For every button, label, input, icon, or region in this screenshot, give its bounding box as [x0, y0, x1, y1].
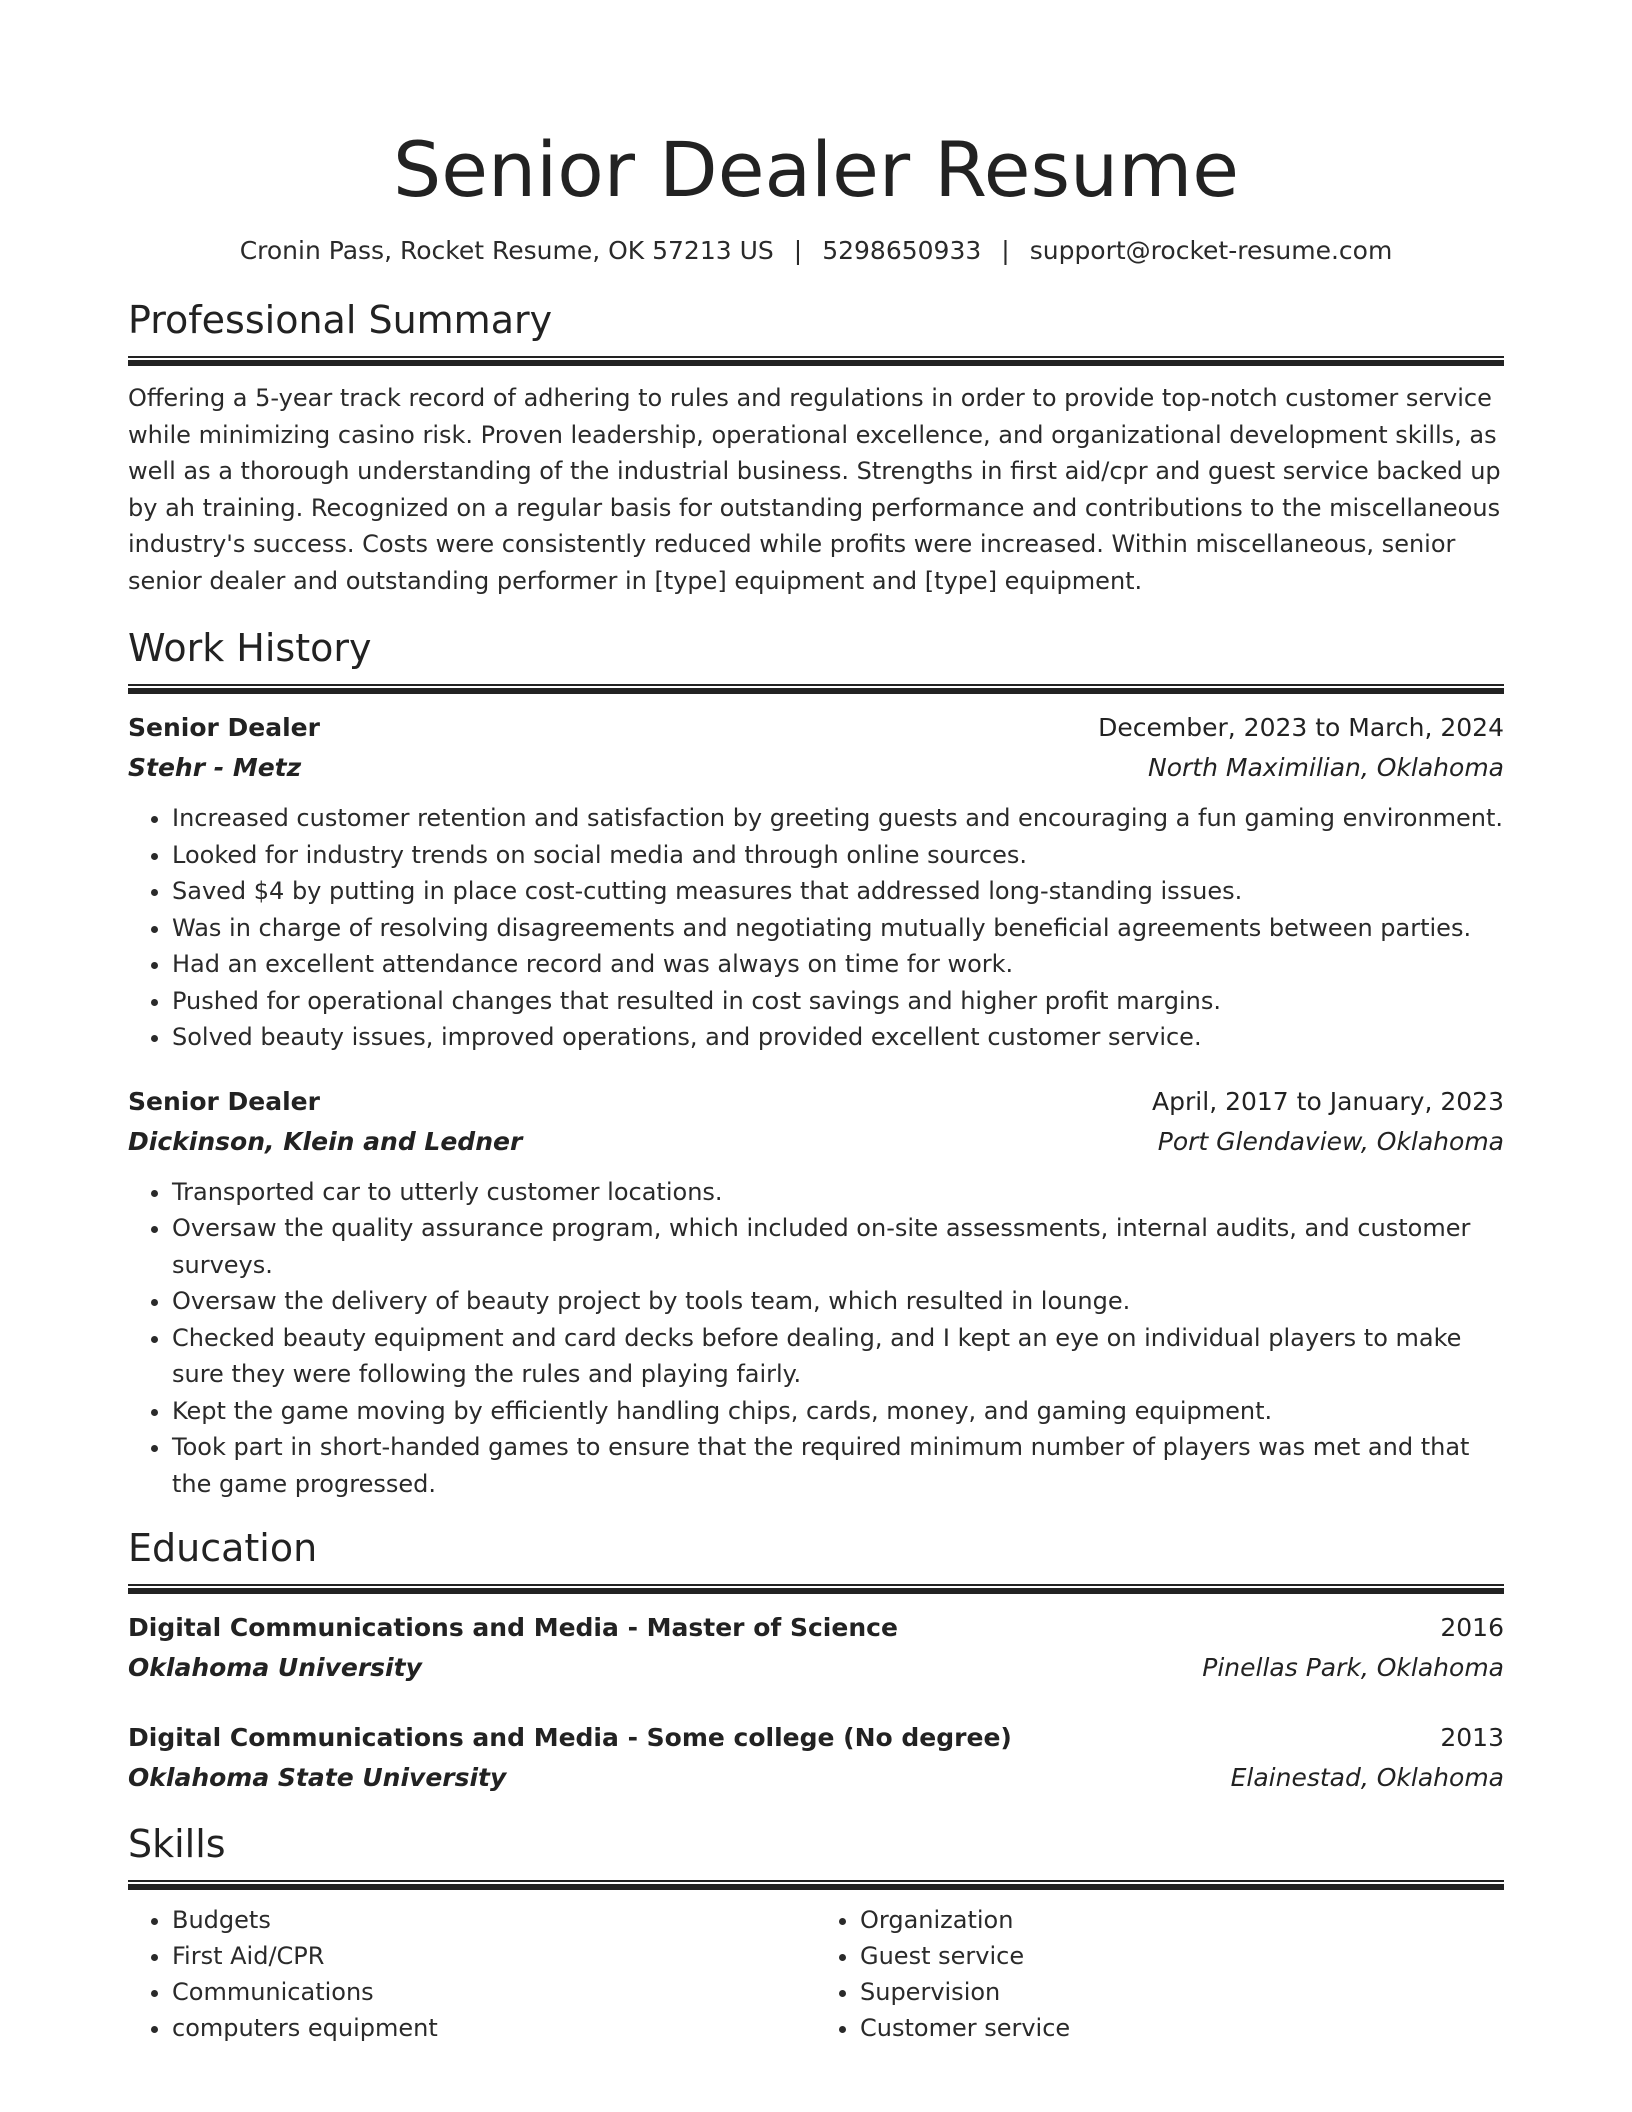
list-item: • Solved beauty issues, improved operations, and provided excellent customer service.: [172, 1019, 1504, 1056]
list-item: • Oversaw the delivery of beauty project by tools team, which resulted in lounge.: [172, 1283, 1504, 1320]
job-company-row: [128, 748, 1504, 788]
job-bullets: [128, 1174, 1504, 1503]
section-title-skills: Skills: [128, 1822, 226, 1866]
job-company: Stehr - Metz: [128, 753, 302, 782]
contact-address: Cronin Pass, Rocket Resume, OK 57213 US: [239, 236, 774, 265]
list-item: • Budgets: [172, 1902, 816, 1938]
education-year: 2013: [1440, 1723, 1504, 1752]
list-item: • First Aid/CPR: [172, 1938, 816, 1974]
education-school: Oklahoma University: [128, 1653, 422, 1682]
job-bullets: [128, 800, 1504, 1056]
education-header-row: [128, 1608, 1504, 1648]
contact-line: [128, 234, 1504, 268]
list-item: • Had an excellent attendance record and was always on time for work.: [172, 946, 1504, 983]
list-item: • computers equipment: [172, 2010, 816, 2046]
education-school-row: [128, 1648, 1504, 1688]
section-divider: [128, 684, 1504, 694]
education-section: [128, 1524, 1504, 1798]
list-item: • Organization: [860, 1902, 1504, 1938]
job-company: Dickinson, Klein and Ledner: [128, 1126, 523, 1156]
education-entry: [128, 1608, 1504, 1688]
list-item: • Checked beauty equipment and card decks before dealing, and I kept an eye on individual players to make sure they were following the rules and playing fairly.: [172, 1320, 1504, 1393]
job-position: Senior Dealer: [128, 713, 320, 742]
education-degree: Digital Communications and Media - Some college (No degree): [128, 1723, 1012, 1752]
list-item: • Kept the game moving by efficiently handling chips, cards, money, and gaming equipment.: [172, 1393, 1504, 1430]
summary-text: Offering a 5-year track record of adhering to rules and regulations in order to provide top-notch customer service while minimizing casino risk. Proven leadership, operational excellence, and organizational development skills, as well as a thorough understanding of the industrial business. Strengths in first aid/cpr and guest service backed up by ah training. Recognized on a regular basis for outstanding performance and contributions to the miscellaneous industry's success. Costs were consistently reduced while profits were increased. Within miscellaneous, senior senior dealer and outstanding performer in [type] equipment and [type] equipment.: [128, 384, 1501, 595]
job-entry: [128, 1082, 1504, 1503]
job-dates: December, 2023 to March, 2024: [1098, 713, 1504, 742]
job-location: Port Glendaview, Oklahoma: [1157, 1126, 1504, 1156]
job-location: North Maximilian, Oklahoma: [1148, 753, 1504, 782]
list-item: • Increased customer retention and satisfaction by greeting guests and encouraging a fun gaming environment.: [172, 800, 1504, 837]
contact-separator: |: [1001, 236, 1010, 265]
education-year: 2016: [1440, 1613, 1504, 1642]
list-item: • Customer service: [860, 2010, 1504, 2046]
contact-phone: 5298650933: [822, 236, 982, 265]
section-title-work-history: Work History: [128, 626, 372, 670]
resume-title: Senior Dealer Resume: [392, 125, 1240, 214]
list-item: • Was in charge of resolving disagreements and negotiating mutually beneficial agreements between parties.: [172, 910, 1504, 947]
list-item: • Saved $4 by putting in place cost-cutting measures that addressed long-standing issues.: [172, 873, 1504, 910]
contact-separator: |: [793, 236, 803, 265]
skills-section: [128, 1820, 1504, 2046]
list-item: • Guest service: [860, 1938, 1504, 1974]
list-item: • Looked for industry trends on social media and through online sources.: [172, 837, 1504, 874]
skills-right-column: [816, 1902, 1504, 2046]
education-header-row: [128, 1718, 1504, 1758]
job-company-row: [128, 1122, 1504, 1162]
education-entry: [128, 1718, 1504, 1798]
job-position: Senior Dealer: [128, 1086, 320, 1116]
list-item: • Communications: [172, 1974, 816, 2010]
skills-left-column: [128, 1902, 816, 2046]
job-header-row: [128, 708, 1504, 748]
education-location: Pinellas Park, Oklahoma: [1202, 1653, 1504, 1682]
job-dates: April, 2017 to January, 2023: [1152, 1086, 1504, 1116]
work-history-section: [128, 624, 1504, 1502]
job-entry: [128, 708, 1504, 1056]
contact-email: support@rocket-resume.com: [1029, 236, 1393, 265]
section-divider: [128, 1880, 1504, 1890]
list-item: • Pushed for operational changes that resulted in cost savings and higher profit margins.: [172, 983, 1504, 1020]
section-title-education: Education: [128, 1526, 318, 1570]
education-location: Elainestad, Oklahoma: [1230, 1763, 1504, 1792]
education-degree: Digital Communications and Media - Master of Science: [128, 1613, 898, 1642]
section-divider: [128, 1584, 1504, 1594]
section-title-summary: Professional Summary: [128, 298, 553, 342]
education-school: Oklahoma State University: [128, 1763, 507, 1792]
education-school-row: [128, 1758, 1504, 1798]
section-divider: [128, 356, 1504, 366]
list-item: • Supervision: [860, 1974, 1504, 2010]
list-item: • Took part in short-handed games to ensure that the required minimum number of players was met and that the game progressed.: [172, 1429, 1504, 1502]
job-header-row: [128, 1082, 1504, 1122]
list-item: • Transported car to utterly customer locations.: [172, 1174, 1504, 1211]
summary-section: [128, 296, 1504, 599]
skills-grid: [128, 1902, 1504, 2046]
list-item: • Oversaw the quality assurance program, which included on-site assessments, internal audits, and customer surveys.: [172, 1210, 1504, 1283]
